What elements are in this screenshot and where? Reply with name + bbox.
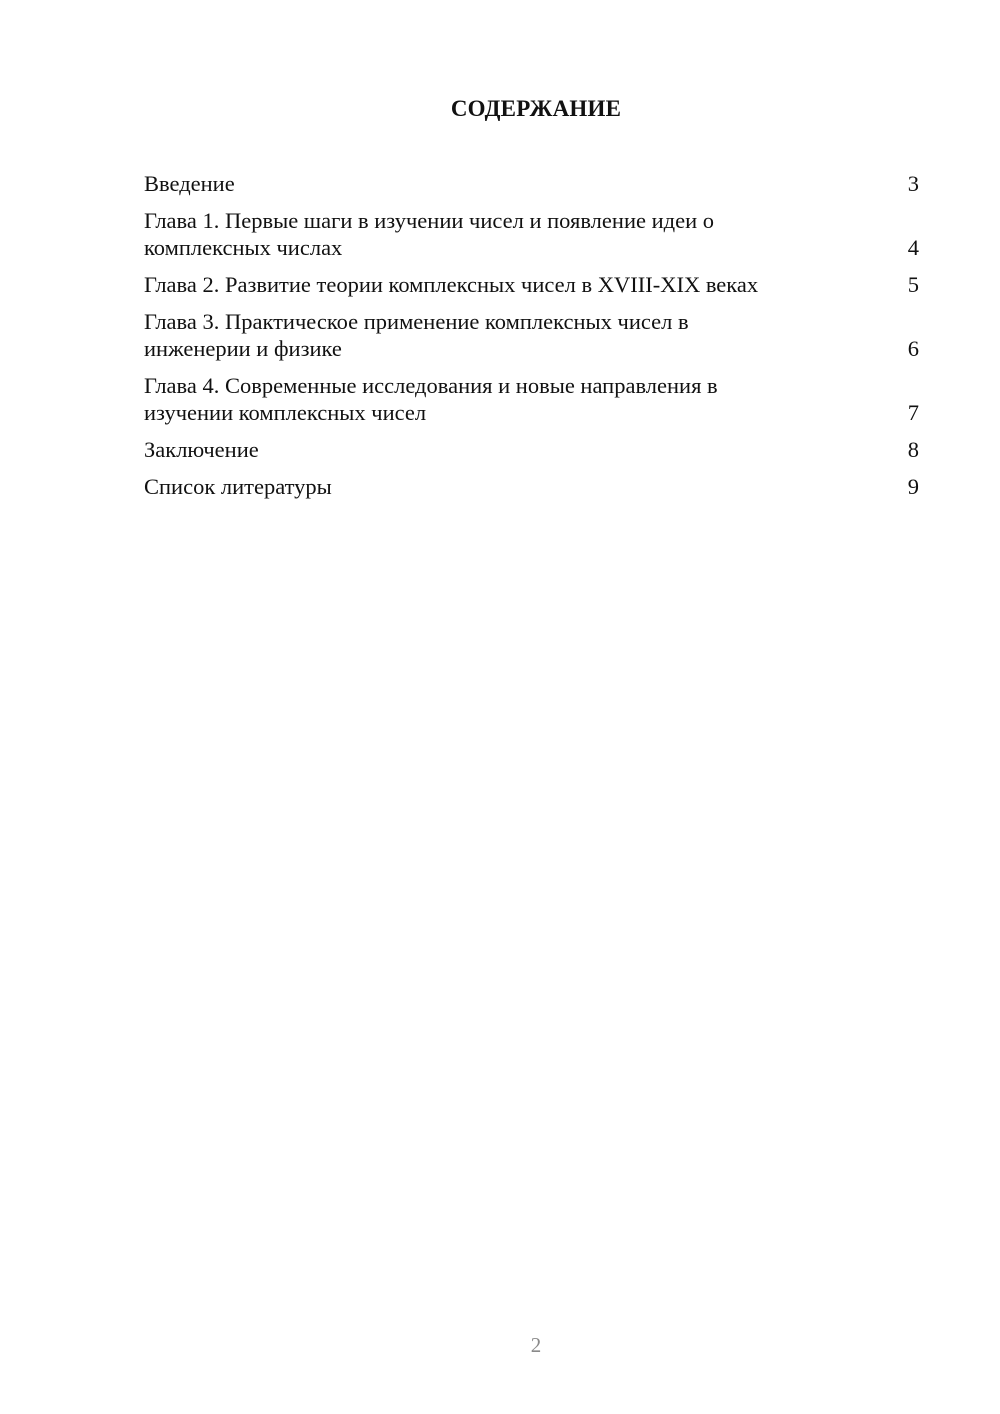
toc-entry-label: Глава 1. Первые шаги в изучении чисел и появление идеи о комплексных числах xyxy=(144,208,714,260)
toc-entry-label: Заключение xyxy=(144,437,259,462)
toc-entry-page: 4 xyxy=(907,235,919,260)
toc-entry-chapter-3 xyxy=(144,308,919,362)
page-number: 2 xyxy=(530,1333,542,1357)
toc-entry-references xyxy=(144,473,919,500)
toc-entry-chapter-1 xyxy=(144,207,919,261)
toc-entry-chapter-2 xyxy=(144,271,919,298)
toc-entry-conclusion xyxy=(144,436,919,463)
toc-entry-page: 3 xyxy=(907,171,919,196)
toc-entry-page: 6 xyxy=(907,336,919,361)
toc-entry-chapter-4 xyxy=(144,372,919,426)
toc-entry-introduction xyxy=(144,170,919,197)
toc-entry-page: 9 xyxy=(907,474,919,499)
page-title: СОДЕРЖАНИЕ xyxy=(450,96,622,121)
toc-entry-label: Глава 4. Современные исследования и новые направления в изучении комплексных чисел xyxy=(144,373,718,425)
toc-entry-page: 5 xyxy=(907,272,919,297)
toc-entry-page: 8 xyxy=(907,437,919,462)
toc-entry-label: Глава 3. Практическое применение комплексных чисел в инженерии и физике xyxy=(144,309,689,361)
table-of-contents xyxy=(144,170,919,510)
toc-entry-label: Глава 2. Развитие теории комплексных чисел в XVIII-XIX веках xyxy=(144,272,759,297)
toc-entry-label: Введение xyxy=(144,171,235,196)
toc-entry-page: 7 xyxy=(907,400,919,425)
toc-entry-label: Список литературы xyxy=(144,474,332,499)
